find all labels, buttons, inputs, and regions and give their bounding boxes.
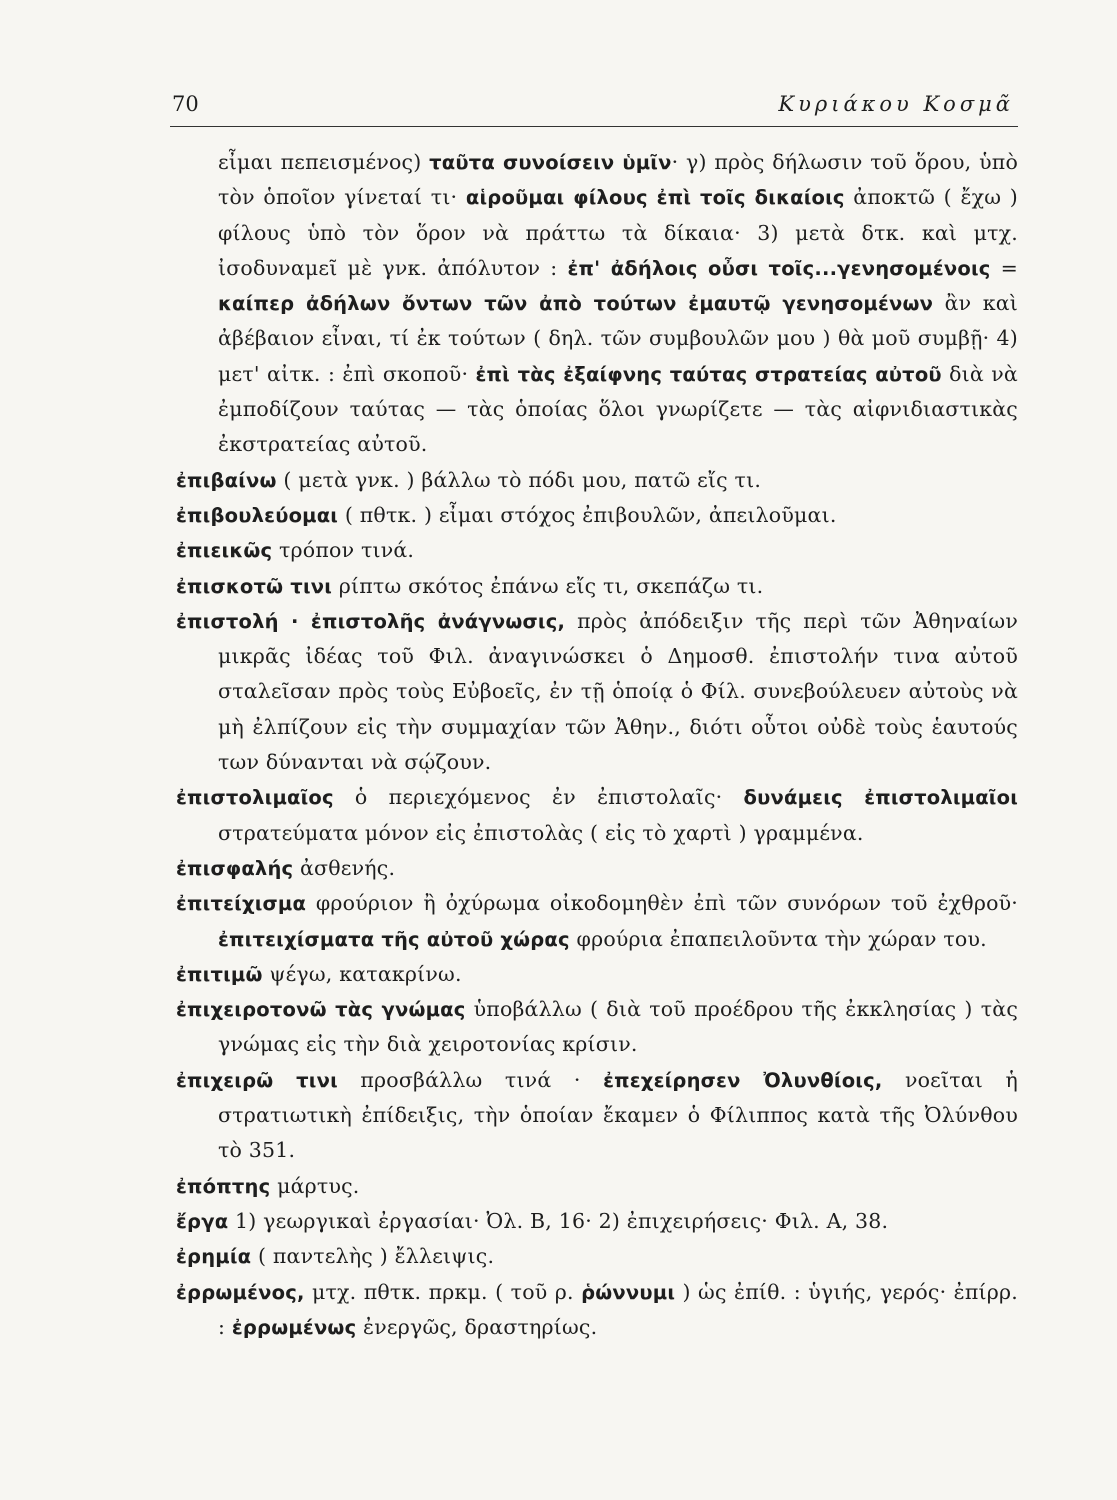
- entry-headword: ῥώννυμι: [581, 1280, 676, 1304]
- page-number: 70: [172, 92, 199, 116]
- entry-headword: ἐπεχείρησεν Ὀλυνθίοις,: [603, 1068, 883, 1092]
- entry-text: =: [990, 255, 1018, 280]
- entry-text: πρὸς ἀπόδειξιν τῆς περὶ τῶν Ἀθηναίων μικρᾶς ἰδέας τοῦ Φιλ. ἀναγινώσκει ὁ Δημοσθ. ἐπιστολήν τινα αὐτοῦ σταλεῖσαν πρὸς τοὺς Εὐβοεῖς, ἐν τῇ ὁποίᾳ ὁ Φίλ. συνεβούλευεν αὐτοὺς νὰ μὴ ἐλπίζουν εἰς τὴν συμμαχίαν τῶν Ἀθην., διότι οὗτοι οὐδὲ τοὺς ἑαυτούς των δύνανται νὰ σῴζουν.: [218, 608, 1018, 775]
- entry-text: ὑποβάλλω ( διὰ τοῦ προέδρου τῆς ἐκκλησίας ) τὰς γνώμας εἰς τὴν διὰ χειροτονίας κρίσιν.: [218, 997, 1019, 1057]
- entry-headword: ἐπόπτης: [176, 1174, 271, 1198]
- entry-headword: αἱροῦμαι φίλους ἐπὶ τοῖς δικαίοις: [465, 186, 845, 210]
- page-header: [170, 92, 1018, 127]
- entry-headword: ἐπιβουλεύομαι: [176, 503, 339, 527]
- entry-text: ἀσθενής.: [293, 855, 396, 880]
- entry-text: ἂν καὶ ἀβέβαιον εἶναι, τί ἐκ τούτων ( δηλ. τῶν συμβουλῶν μου ) θὰ μοῦ συμβῇ· 4) μετ' αἰτκ. : ἐπὶ σκοποῦ·: [218, 291, 1018, 386]
- entry-text: · γ) πρὸς δήλωσιν τοῦ ὅρου, ὑπὸ τὸν ὁποῖον γίνεταί τι·: [218, 150, 1018, 210]
- dictionary-entry: [176, 1239, 1018, 1274]
- dictionary-entry: [176, 463, 1018, 498]
- dictionary-entry: [176, 780, 1018, 851]
- entry-headword: ἐπιχειροτονῶ τὰς γνώμας: [176, 998, 466, 1022]
- entry-text: προσβάλλω τινά ·: [337, 1067, 604, 1092]
- entry-text: τρόπον τινά.: [272, 538, 415, 563]
- entry-text: ) ὡς ἐπίθ. : ὑγιής, γερός· ἐπίρρ. :: [218, 1279, 1018, 1339]
- entry-text: εἶμαι πεπεισμένος): [218, 150, 430, 174]
- entry-headword: ἐπιστολιμαῖος: [176, 786, 334, 810]
- entry-text: ψέγω, κατακρίνω.: [262, 961, 462, 986]
- entry-headword: ἐπιβαίνω: [176, 468, 277, 492]
- dictionary-entry: [176, 957, 1018, 992]
- entry-text: ἀποκτῶ ( ἔχω ) φίλους ὑπὸ τὸν ὅρον νὰ πράττω τὰ δίκαια· 3) μετὰ δτκ. καὶ μτχ. ἰσοδυναμεῖ μὲ γνκ. ἀπόλυτον :: [218, 185, 1018, 280]
- entry-headword: δυνάμεις ἐπιστολιμαῖοι: [743, 786, 1018, 810]
- entry-headword: ἐπιτειχίσματα τῆς αὐτοῦ χώρας: [218, 927, 570, 951]
- running-title: Κυριάκου Κοσμᾶ: [778, 92, 1014, 116]
- entry-text: ὁ περιεχόμενος ἐν ἐπιστολαῖς·: [333, 785, 744, 810]
- entry-headword: ἐπιτείχισμα: [176, 892, 307, 916]
- entry-text: φρούριον ἢ ὀχύρωμα οἰκοδομηθὲν ἐπὶ τῶν συνόρων τοῦ ἐχθροῦ·: [306, 891, 1018, 916]
- dictionary-entry: [176, 992, 1018, 1063]
- entry-headword: ἐπιστολή · ἐπιστολῆς ἀνάγνωσις,: [176, 609, 566, 633]
- dictionary-entry: [176, 1275, 1018, 1346]
- dictionary-entry: [176, 1204, 1018, 1239]
- entry-headword: ἐπιχειρῶ τινι: [176, 1068, 338, 1092]
- entry-headword: ἐπ' ἀδήλοις οὖσι τοῖς...γενησομένοις: [567, 256, 991, 280]
- dictionary-entry: [176, 604, 1018, 780]
- dictionary-text: [176, 145, 1018, 1345]
- entry-headword: ἐπιτιμῶ: [176, 962, 263, 986]
- entry-text: νοεῖται ἡ στρατιωτικὴ ἐπίδειξις, τὴν ὁποίαν ἔκαμεν ὁ Φίλιππος κατὰ τῆς Ὀλύνθου τὸ 351.: [218, 1067, 1019, 1163]
- dictionary-entry: [176, 851, 1018, 886]
- entry-headword: ἐπισφαλής: [176, 856, 294, 880]
- entry-text: ( μετὰ γνκ. ) βάλλω τὸ πόδι μου, πατῶ εἴς τι.: [276, 467, 762, 492]
- entry-headword: καίπερ ἀδήλων ὄντων τῶν ἀπὸ τούτων ἐμαυτῷ γενησομένων: [218, 292, 934, 316]
- entry-text: διὰ νὰ ἐμποδίζουν ταύτας — τὰς ὁποίας ὅλοι γνωρίζετε — τὰς αἰφνιδιαστικὰς ἐκστρατείας αὐτοῦ.: [218, 361, 1018, 457]
- entry-text: ἐνεργῶς, δραστηρίως.: [356, 1314, 598, 1339]
- entry-text: ( πθτκ. ) εἶμαι στόχος ἐπιβουλῶν, ἀπειλοῦμαι.: [338, 502, 837, 527]
- entry-headword: ἐρρωμένος,: [176, 1280, 305, 1304]
- entry-headword: ἐρρωμένως: [231, 1315, 357, 1339]
- dictionary-entry: [176, 533, 1018, 568]
- entry-text: μτχ. πθτκ. πρκμ. ( τοῦ ρ.: [304, 1279, 582, 1304]
- entry-text: ρίπτω σκότος ἐπάνω εἴς τι, σκεπάζω τι.: [332, 573, 764, 598]
- entry-headword: ἔργα: [176, 1209, 229, 1233]
- dictionary-entry: [176, 1169, 1018, 1204]
- entry-headword: ἐπιεικῶς: [176, 539, 273, 563]
- dictionary-entry: [176, 886, 1018, 957]
- entry-headword: ἐπὶ τὰς ἐξαίφνης ταύτας στρατείας αὐτοῦ: [475, 362, 942, 386]
- entry-headword: ἐρημία: [176, 1245, 252, 1269]
- dictionary-entry: [176, 1063, 1018, 1169]
- entry-text: φρούρια ἐπαπειλοῦντα τὴν χώραν του.: [569, 926, 987, 951]
- entry-text: στρατεύματα μόνον εἰς ἐπιστολὰς ( εἰς τὸ χαρτὶ ) γραμμένα.: [218, 820, 864, 845]
- entry-headword: ἐπισκοτῶ τινι: [176, 574, 333, 598]
- entry-text: ( παντελὴς ) ἔλλειψις.: [251, 1244, 495, 1269]
- dictionary-entry: [176, 498, 1018, 533]
- entry-text: 1) γεωργικαὶ ἐργασίαι· Ὀλ. Β, 16· 2) ἐπιχειρήσεις· Φιλ. Α, 38.: [228, 1208, 889, 1233]
- entry-text: μάρτυς.: [270, 1173, 360, 1198]
- entry-headword: ταῦτα συνοίσειν ὑμῖν: [429, 151, 672, 174]
- dictionary-entry: [176, 569, 1018, 604]
- entry-continuation: [176, 145, 1018, 463]
